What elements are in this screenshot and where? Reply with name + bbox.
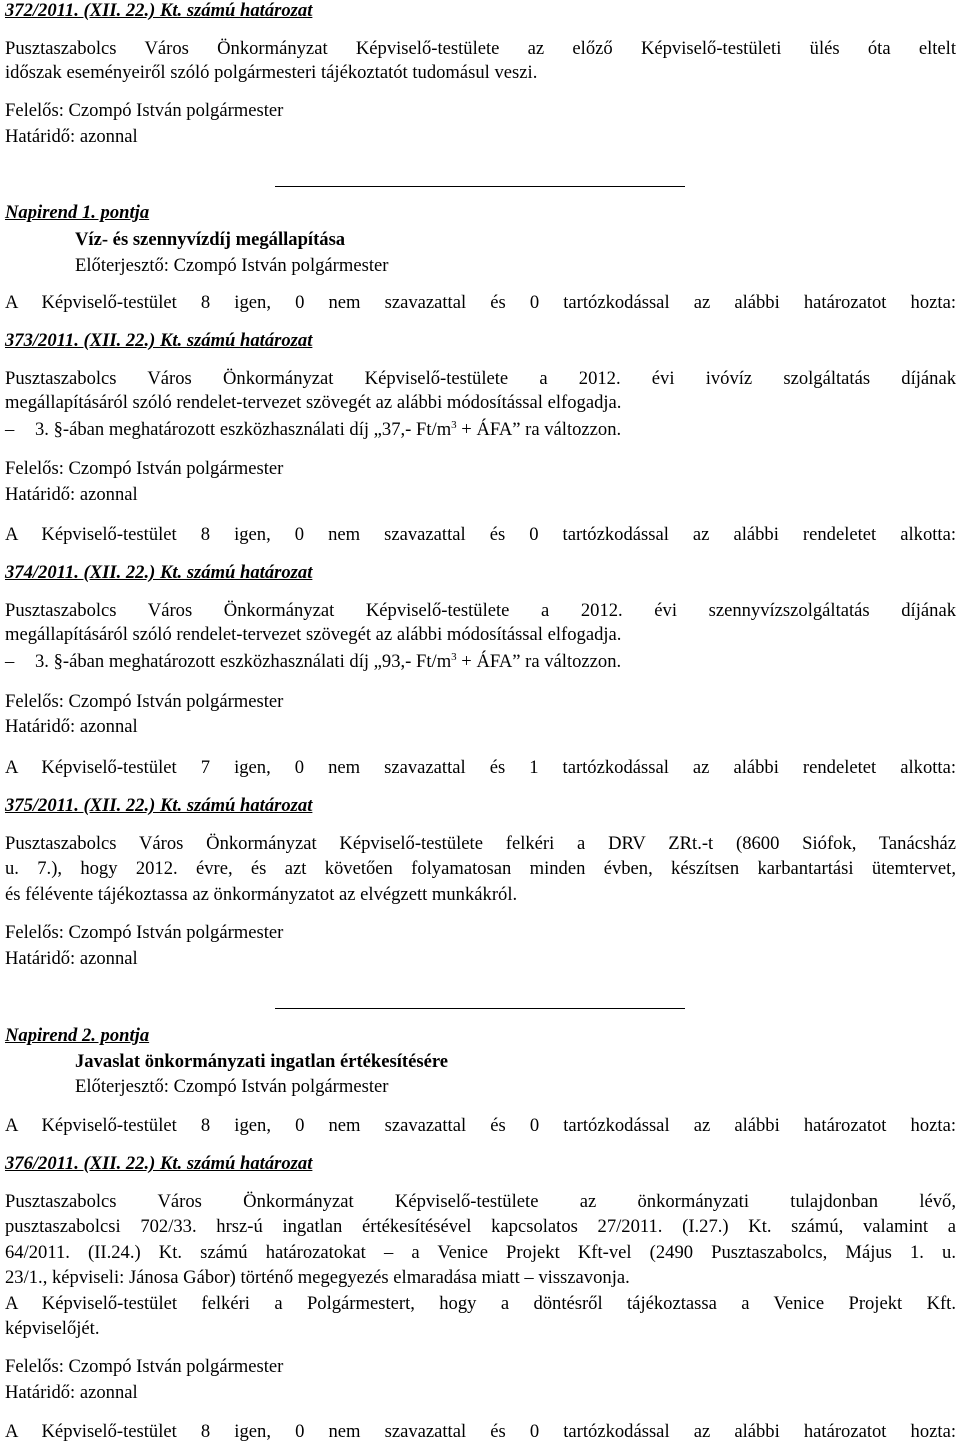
dash-bullet: – <box>5 419 15 440</box>
resolution-373-responsible: Felelős: Czompó István polgármester <box>5 458 284 479</box>
agenda-2-subject: Javaslat önkormányzati ingatlan értékesítésére <box>75 1051 449 1072</box>
section-divider <box>275 186 685 187</box>
resolution-374-deadline: Határidő: azonnal <box>5 716 138 737</box>
resolution-373-text-line2: megállapításáról szóló rendelet-tervezet szövegét az alábbi módosítással elfogadja. <box>5 392 622 413</box>
resolution-374-text-line1: Pusztaszabolcs Város Önkormányzat Képviselő-testülete a 2012. évi szennyvízszolgáltatás díjának <box>5 600 956 621</box>
resolution-374-amendment: – 3. §-ában meghatározott eszközhasználati díj „93,- $Ft/m^3$ + ÁFA” ra változzon. <box>5 650 622 672</box>
resolution-372-title: 372/2011. (XII. 22.) Kt. számú határozat <box>5 0 313 21</box>
resolution-376-title: 376/2011. (XII. 22.) Kt. számú határozat <box>5 1153 313 1174</box>
resolution-373-deadline: Határidő: azonnal <box>5 484 138 505</box>
resolution-376-text-line1: Pusztaszabolcs Város Önkormányzat Képviselő-testülete az önkormányzati tulajdonban lévő, <box>5 1191 956 1212</box>
resolution-375-text-line1: Pusztaszabolcs Város Önkormányzat Képviselő-testülete felkéri a DRV ZRt.-t (8600 Siófok, Tanácsház <box>5 833 956 854</box>
agenda-2-heading: Napirend 2. pontja <box>5 1025 150 1046</box>
resolution-376-text-line3: 64/2011. (II.24.) Kt. számú határozatokat – a Venice Projekt Kft-vel (2490 Pusztaszabolcs, Május 1. u. <box>5 1242 956 1263</box>
agenda-1-presenter: Előterjesztő: Czompó István polgármester <box>75 255 389 276</box>
agenda-1-heading: Napirend 1. pontja <box>5 202 150 223</box>
resolution-376-responsible: Felelős: Czompó István polgármester <box>5 1356 284 1377</box>
resolution-375-text-line2: u. 7.), hogy 2012. évre, és azt követően folyamatosan minden évben, készítsen karbantartási ütemtervet, <box>5 858 956 879</box>
resolution-375-deadline: Határidő: azonnal <box>5 948 138 969</box>
agenda-2-vote: A Képviselő-testület 8 igen, 0 nem szavazattal és 0 tartózkodással az alábbi határozatot hozta: <box>5 1115 956 1136</box>
resolution-374-title: 374/2011. (XII. 22.) Kt. számú határozat <box>5 562 313 583</box>
resolution-374-text-line2: megállapításáról szóló rendelet-tervezet szövegét az alábbi módosítással elfogadja. <box>5 624 622 645</box>
resolution-373-title: 373/2011. (XII. 22.) Kt. számú határozat <box>5 330 313 351</box>
resolution-376-text-line4: 23/1., képviseli: Jánosa Gábor) történő megegyezés elmaradása miatt – visszavonja. <box>5 1267 630 1288</box>
resolution-374-responsible: Felelős: Czompó István polgármester <box>5 691 284 712</box>
dash-bullet: – <box>5 651 15 672</box>
section-divider <box>275 1008 685 1009</box>
resolution-372-text-line2: időszak eseményeiről szóló polgármesteri tájékoztatót tudomásul veszi. <box>5 62 538 83</box>
resolution-372-deadline: Határidő: azonnal <box>5 126 138 147</box>
resolution-376-text-line5: A Képviselő-testület felkéri a Polgármestert, hogy a döntésről tájékoztassa a Venice Projekt Kft. <box>5 1293 956 1314</box>
resolution-372-text-line1: Pusztaszabolcs Város Önkormányzat Képviselő-testülete az előző Képviselő-testületi ülés óta eltelt <box>5 38 956 59</box>
resolution-375-text-line3: és félévente tájékoztassa az önkormányzatot az elvégzett munkákról. <box>5 884 518 905</box>
resolution-376-vote: A Képviselő-testület 8 igen, 0 nem szavazattal és 0 tartózkodással az alábbi határozatot hozta: <box>5 1421 956 1442</box>
resolution-373-vote: A Képviselő-testület 8 igen, 0 nem szavazattal és 0 tartózkodással az alábbi rendeletet alkotta: <box>5 524 956 545</box>
resolution-376-text-line6: képviselőjét. <box>5 1318 100 1339</box>
resolution-373-text-line1: Pusztaszabolcs Város Önkormányzat Képviselő-testülete a 2012. évi ivóvíz szolgáltatás díjának <box>5 368 956 389</box>
agenda-1-vote: A Képviselő-testület 8 igen, 0 nem szavazattal és 0 tartózkodással az alábbi határozatot hozta: <box>5 292 956 313</box>
agenda-1-subject: Víz- és szennyvízdíj megállapítása <box>75 229 346 250</box>
resolution-376-deadline: Határidő: azonnal <box>5 1382 138 1403</box>
resolution-375-title: 375/2011. (XII. 22.) Kt. számú határozat <box>5 795 313 816</box>
resolution-374-vote: A Képviselő-testület 7 igen, 0 nem szavazattal és 1 tartózkodással az alábbi rendeletet alkotta: <box>5 757 956 778</box>
resolution-373-amendment: – 3. §-ában meghatározott eszközhasználati díj „37,- $Ft/m^3$ + ÁFA” ra változzon. <box>5 418 622 440</box>
agenda-2-presenter: Előterjesztő: Czompó István polgármester <box>75 1076 389 1097</box>
resolution-375-responsible: Felelős: Czompó István polgármester <box>5 922 284 943</box>
resolution-372-responsible: Felelős: Czompó István polgármester <box>5 100 284 121</box>
resolution-376-text-line2: pusztaszabolcsi 702/33. hrsz-ú ingatlan értékesítésével kapcsolatos 27/2011. (I.27.) Kt. számú, valamint a <box>5 1216 956 1237</box>
